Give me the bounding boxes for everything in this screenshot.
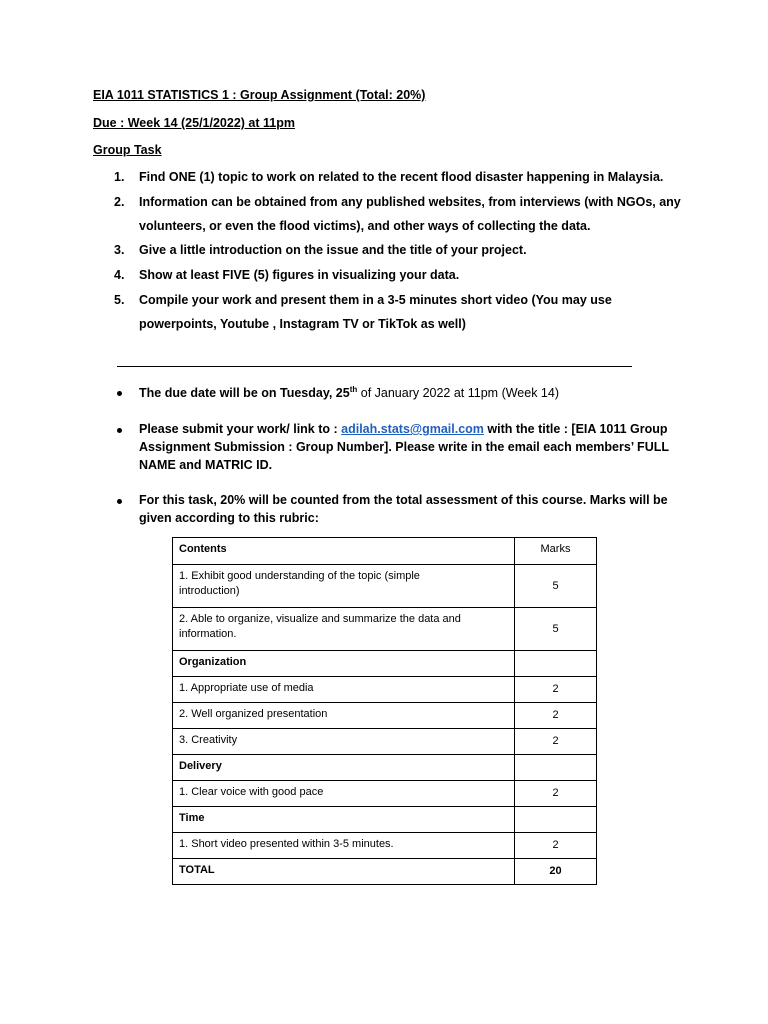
task-text: Give a little introduction on the issue and the title of your project.: [139, 243, 527, 257]
section-row: [173, 651, 597, 677]
table-row: [173, 729, 597, 755]
marks-cell: 2: [515, 833, 597, 859]
marks-cell: 2: [515, 729, 597, 755]
task-number: 2.: [114, 195, 125, 209]
due-date-heading: Due : Week 14 (25/1/2022) at 11pm: [93, 116, 295, 130]
rubric-note-line1: For this task, 20% will be counted from the total assessment of this course. Marks will be: [139, 493, 668, 507]
section-row: [173, 755, 597, 781]
total-label: TOTAL: [173, 859, 515, 885]
marks-cell-empty: [515, 651, 597, 677]
table-row: [173, 781, 597, 807]
section-label: Time: [173, 807, 515, 833]
criterion-text: 2. Well organized presentation: [173, 703, 515, 729]
table-header-row: [173, 538, 597, 565]
task-text: Information can be obtained from any published websites, from interviews (with NGOs, any: [139, 195, 681, 209]
section-row: [173, 807, 597, 833]
due-note-sup: th: [349, 385, 358, 394]
marks-cell: 2: [515, 703, 597, 729]
submit-suffix: with the title : [EIA 1011 Group: [483, 422, 668, 436]
task-text: powerpoints, Youtube , Instagram TV or TikTok as well): [139, 317, 466, 331]
table-row: [173, 703, 597, 729]
rubric-note-line2: given according to this rubric:: [139, 511, 319, 525]
criterion-text: information.: [179, 628, 237, 640]
submit-prefix: Please submit your work/ link to :: [139, 422, 342, 436]
criterion-text: 2. Able to organize, visualize and summarize the data and: [179, 613, 461, 625]
due-note-prefix: The due date will be on Tuesday, 25: [139, 386, 350, 401]
criterion-text: 1. Appropriate use of media: [173, 677, 515, 703]
due-date-note: [139, 385, 559, 400]
criterion-text: 1. Exhibit good understanding of the topic (simple: [179, 570, 420, 582]
assignment-title: EIA 1011 STATISTICS 1 : Group Assignment (Total: 20%): [93, 88, 426, 102]
task-number: 4.: [114, 268, 125, 282]
group-task-heading: Group Task: [93, 143, 162, 157]
task-text: Find ONE (1) topic to work on related to the recent flood disaster happening in Malaysia.: [139, 170, 664, 184]
criterion-text: 1. Short video presented within 3-5 minutes.: [173, 833, 515, 859]
marks-header: Marks: [515, 538, 597, 565]
marks-cell: 5: [515, 565, 597, 608]
table-row: [173, 608, 597, 651]
criterion-cell: [173, 608, 515, 651]
bullet-icon: [117, 428, 122, 433]
criterion-text: 1. Clear voice with good pace: [173, 781, 515, 807]
due-note-suffix: of January 2022 at 11pm (Week 14): [357, 386, 559, 401]
table-row: [173, 833, 597, 859]
section-label: Delivery: [173, 755, 515, 781]
task-number: 3.: [114, 243, 125, 257]
task-text: Show at least FIVE (5) figures in visualizing your data.: [139, 268, 460, 282]
criterion-cell: [173, 565, 515, 608]
submit-note-line1: [139, 422, 668, 436]
marks-cell-empty: [515, 807, 597, 833]
submit-note-line2: Assignment Submission : Group Number]. Please write in the email each members’ FULL: [139, 440, 669, 454]
task-text: volunteers, or even the flood victims), and other ways of collecting the data.: [139, 219, 591, 233]
marks-cell: 2: [515, 677, 597, 703]
bullet-icon: [117, 391, 122, 396]
section-label: Organization: [173, 651, 515, 677]
horizontal-divider: [117, 366, 632, 367]
table-row: [173, 677, 597, 703]
task-number: 1.: [114, 170, 125, 184]
contents-header: Contents: [173, 538, 515, 565]
submit-note-line3: NAME and MATRIC ID.: [139, 458, 273, 472]
total-row: [173, 859, 597, 885]
marks-cell: 2: [515, 781, 597, 807]
marks-cell-empty: [515, 755, 597, 781]
criterion-text: introduction): [179, 585, 240, 597]
task-number: 5.: [114, 293, 125, 307]
task-text: Compile your work and present them in a 3-5 minutes short video (You may use: [139, 293, 612, 307]
rubric-table: [172, 537, 597, 885]
criterion-text: 3. Creativity: [173, 729, 515, 755]
email-link[interactable]: adilah.stats@gmail.com: [341, 422, 484, 436]
bullet-icon: [117, 499, 122, 504]
marks-cell: 5: [515, 608, 597, 651]
table-row: [173, 565, 597, 608]
total-marks: 20: [515, 859, 597, 885]
